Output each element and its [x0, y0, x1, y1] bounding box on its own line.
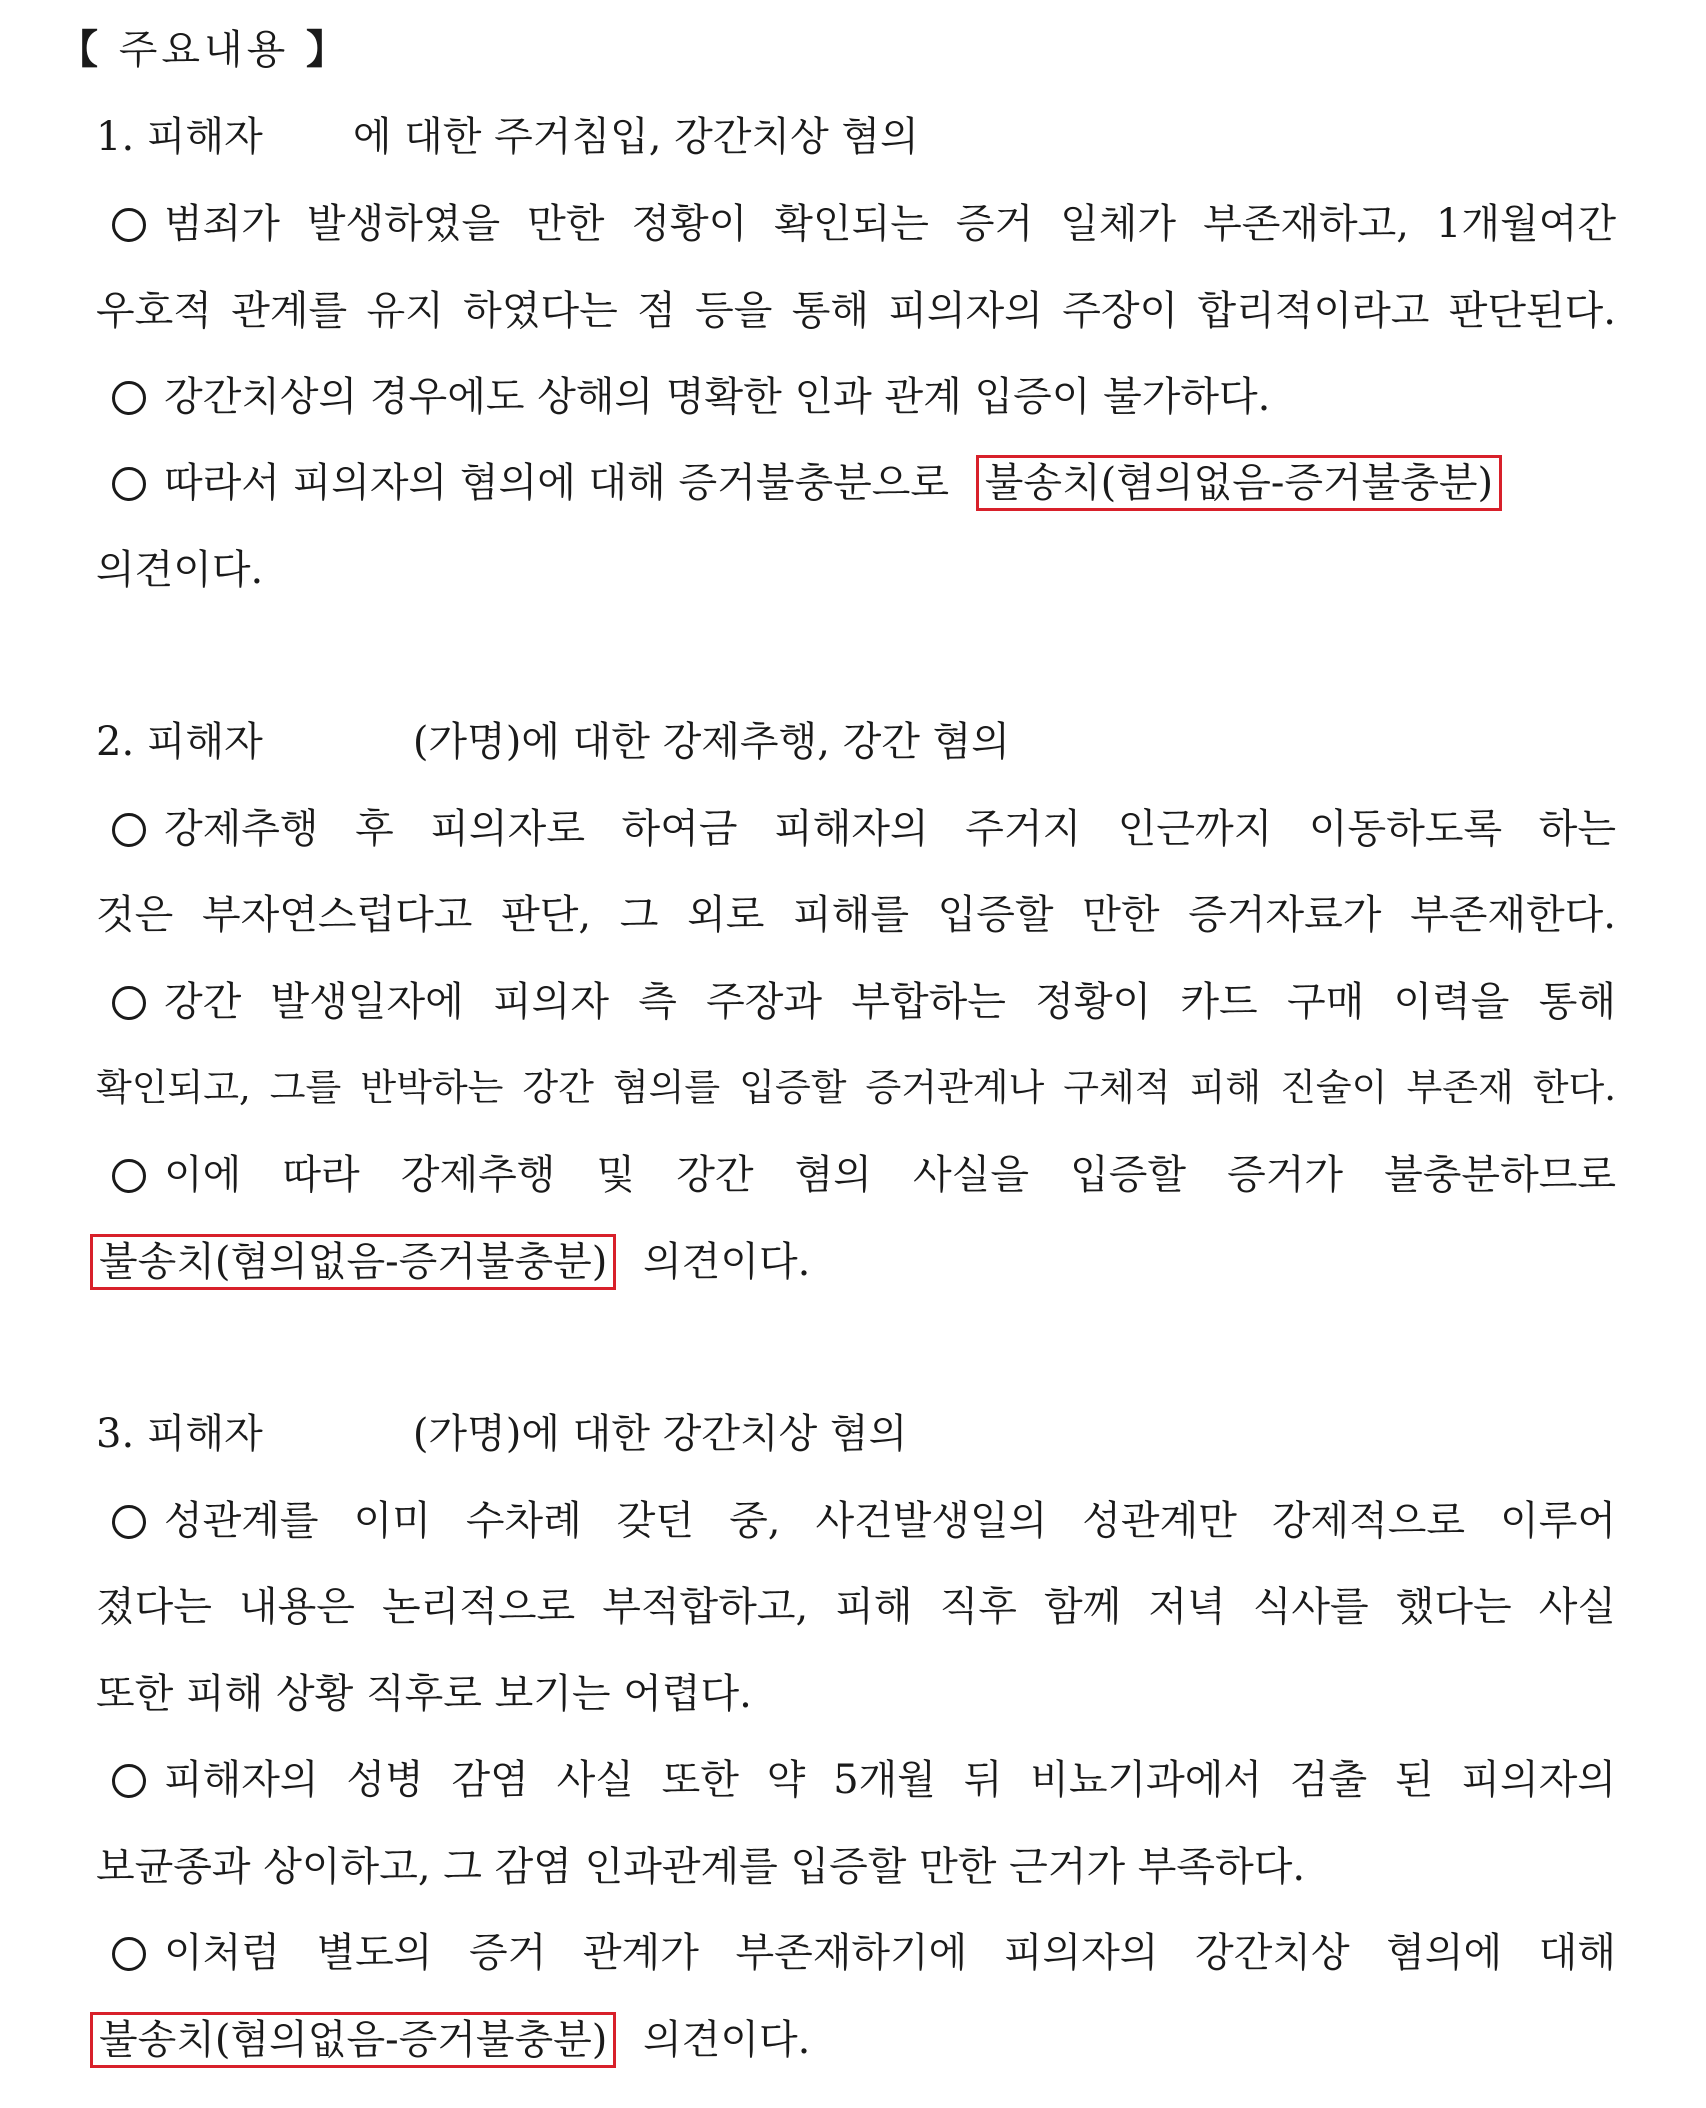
- section-2-bullet-1-line-1: 강제추행 후 피의자로 하여금 피해자의 주거지 인근까지 이동하도록 하는: [112, 799, 1616, 859]
- section-3-bullet-1-line-1: 성관계를 이미 수차례 갖던 중, 사건발생일의 성관계만 강제적으로 이루어: [112, 1491, 1616, 1551]
- section-1-bullet-1-line-2: 우호적 관계를 유지 하였다는 점 등을 통해 피의자의 주장이 합리적이라고 판단된다.: [96, 288, 1616, 334]
- section-3-bullet-2-line-1: 피해자의 성병 감염 사실 또한 약 5개월 뒤 비뇨기과에서 검출 된 피의자의: [112, 1750, 1616, 1810]
- section-1-bullet-3-line-2: 의견이다.: [96, 547, 264, 593]
- section-3-bullet-3-line-2: 불송치(혐의없음-증거불충분) 의견이다.: [96, 2010, 1616, 2070]
- section-2-heading-suffix: (가명)에 대한 강제추행, 강간 혐의: [412, 719, 1010, 765]
- section-1-bullet-1-line-1: 범죄가 발생하였을 만한 정황이 확인되는 증거 일체가 부존재하고, 1개월여간: [112, 194, 1616, 254]
- open-bracket: 【: [58, 26, 102, 73]
- circle-bullet-icon: [112, 1505, 146, 1539]
- highlight-box: 불송치(혐의없음-증거불충분): [90, 2012, 616, 2068]
- highlight-box: 불송치(혐의없음-증거불충분): [976, 455, 1502, 511]
- circle-bullet-icon: [112, 1159, 146, 1193]
- section-1-bullet-2-line-1: 강간치상의 경우에도 상해의 명확한 인과 관계 입증이 불가하다.: [112, 367, 1616, 427]
- section-3-heading-prefix: 3. 피해자: [96, 1411, 263, 1457]
- circle-bullet-icon: [112, 467, 146, 501]
- section-header: [58, 18, 350, 75]
- section-2-bullet-2-line-1: 강간 발생일자에 피의자 측 주장과 부합하는 정황이 카드 구매 이력을 통해: [112, 972, 1616, 1032]
- circle-bullet-icon: [112, 813, 146, 847]
- section-2-bullet-3-line-2: 불송치(혐의없음-증거불충분) 의견이다.: [96, 1232, 1616, 1292]
- circle-bullet-icon: [112, 986, 146, 1020]
- section-3-heading: [96, 1404, 1616, 1464]
- section-1-heading: [96, 107, 1616, 167]
- section-2-bullet-3-line-1: 이에 따라 강제추행 및 강간 혐의 사실을 입증할 증거가 불충분하므로: [112, 1145, 1616, 1205]
- section-3-bullet-1-line-3: 또한 피해 상황 직후로 보기는 어렵다.: [96, 1671, 752, 1717]
- circle-bullet-icon: [112, 1764, 146, 1798]
- circle-bullet-icon: [112, 381, 146, 415]
- section-3-bullet-2-line-2: 보균종과 상이하고, 그 감염 인과관계를 입증할 만한 근거가 부족하다.: [96, 1844, 1306, 1890]
- close-bracket: 】: [306, 26, 350, 73]
- section-2-heading-prefix: 2. 피해자: [96, 719, 263, 765]
- section-2-bullet-1-line-2: 것은 부자연스럽다고 판단, 그 외로 피해를 입증할 만한 증거자료가 부존재한다.: [96, 892, 1616, 938]
- section-2-bullet-2-line-2: 확인되고, 그를 반박하는 강간 혐의를 입증할 증거관계나 구체적 피해 진술이 부존재 한다.: [96, 1066, 1616, 1109]
- section-1-heading-prefix: 1. 피해자: [96, 114, 263, 160]
- highlight-box: 불송치(혐의없음-증거불충분): [90, 1234, 616, 1290]
- header-title: 주요내용: [118, 27, 290, 73]
- section-3-heading-suffix: (가명)에 대한 강간치상 혐의: [412, 1411, 908, 1457]
- circle-bullet-icon: [112, 1937, 146, 1971]
- section-3-bullet-1-line-2: 졌다는 내용은 논리적으로 부적합하고, 피해 직후 함께 저녁 식사를 했다는 사실: [96, 1584, 1616, 1630]
- section-3-bullet-3-line-1: 이처럼 별도의 증거 관계가 부존재하기에 피의자의 강간치상 혐의에 대해: [112, 1923, 1616, 1983]
- circle-bullet-icon: [112, 208, 146, 242]
- section-2-heading: [96, 712, 1616, 772]
- section-1-bullet-3-line-1: 따라서 피의자의 혐의에 대해 증거불충분으로 불송치(혐의없음-증거불충분): [112, 453, 1616, 513]
- section-1-heading-suffix: 에 대한 주거침입, 강간치상 혐의: [352, 114, 919, 160]
